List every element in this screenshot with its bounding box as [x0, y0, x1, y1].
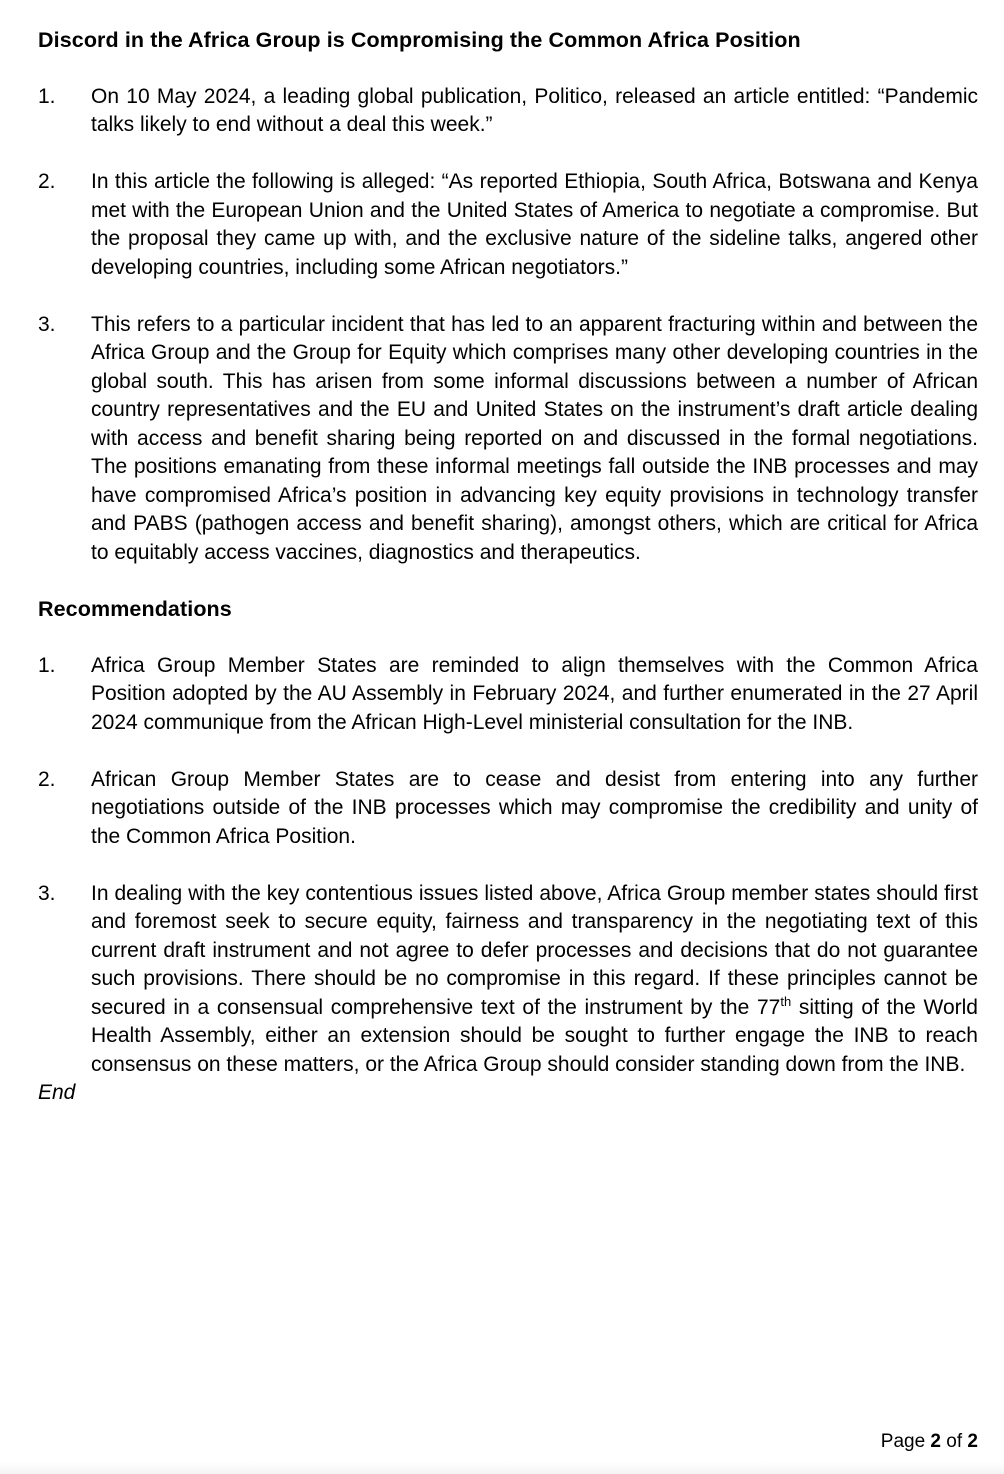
document-title: Discord in the Africa Group is Compromising the Common Africa Position	[38, 28, 801, 52]
item-text: This refers to a particular incident that has led to an apparent fracturing within and between the Africa Group and the Group for Equity which comprises many other developing countries in the global south. This has arisen from some informal discussions between a number of African country representatives and the EU and United States on the instrument’s draft article dealing with access and benefit sharing being reported on and discussed in the formal negotiations. The positions emanating from these informal meetings fall outside the INB processes and may have compromised Africa’s position in advancing key equity provisions in technology transfer and PABS (pathogen access and benefit sharing), amongst others, which are critical for Africa to equitably access vaccines, diagnostics and therapeutics.	[91, 312, 978, 564]
item-number: 2.	[38, 767, 56, 791]
item-number: 1.	[38, 84, 56, 108]
item-text: On 10 May 2024, a leading global publication, Politico, released an article entitled: “Pandemic talks likely to end without a deal this week.”	[91, 84, 978, 136]
item-text-before-superscript: In dealing with the key contentious issues listed above, Africa Group member states should first and foremost seek to secure equity, fairness and transparency in the negotiating text of this current draft instrument and not agree to defer processes and decisions that do not guarantee such provisions. There should be no compromise in this regard. If these principles cannot be secured in a consensual comprehensive text of the instrument by the 77	[91, 881, 978, 1019]
list-item-intro-2	[38, 168, 978, 282]
item-number: 3.	[38, 881, 56, 905]
item-text	[91, 880, 978, 1080]
list-item-intro-3	[38, 311, 978, 568]
item-number: 3.	[38, 312, 56, 336]
item-number: 1.	[38, 653, 56, 677]
list-item-recommendation-1	[38, 652, 978, 738]
item-number: 2.	[38, 170, 56, 193]
ordinal-superscript: th	[780, 993, 792, 1009]
total-page-number: 2	[967, 1431, 978, 1452]
list-item-recommendation-3	[38, 880, 978, 1080]
page-footer	[881, 1430, 978, 1454]
recommendations-heading: Recommendations	[38, 597, 232, 621]
of-label: of	[946, 1431, 963, 1452]
item-text: In this article the following is alleged: “As reported Ethiopia, South Africa, Botswana and Kenya met with the European Union and the United States of America to negotiate a compromise. But the proposal they came up with, and the exclusive nature of the sideline talks, angered other developing countries, including some African negotiators.”	[91, 170, 978, 279]
list-item-intro-1	[38, 83, 978, 140]
recommendations-list	[38, 652, 978, 1080]
intro-list	[38, 83, 978, 568]
end-marker: End	[38, 1081, 76, 1104]
item-text-after-superscript: sitting of the World Health Assembly, either an extension should be sought to further engage the INB to reach consensus on these matters, or the Africa Group should consider standing down from the INB.	[91, 995, 978, 1076]
list-item-recommendation-2	[38, 766, 978, 852]
item-text: Africa Group Member States are reminded to align themselves with the Common Africa Position adopted by the AU Assembly in February 2024, and further enumerated in the 27 April 2024 communique from the African High-Level ministerial consultation for the INB.	[91, 653, 978, 734]
page-label: Page	[880, 1431, 926, 1452]
page-bottom-edge	[0, 1462, 1004, 1474]
item-text: African Group Member States are to cease and desist from entering into any further negotiations outside of the INB processes which may compromise the credibility and unity of the Common Africa Position.	[91, 767, 978, 848]
current-page-number: 2	[930, 1431, 941, 1452]
